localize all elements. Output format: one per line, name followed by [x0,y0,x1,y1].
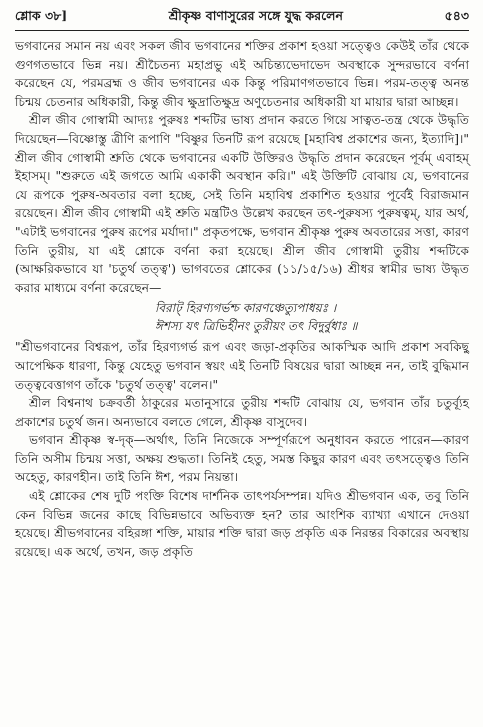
verse-reference: শ্লোক ৩৮] [15,8,68,23]
page-header [15,8,469,28]
header-divider [15,30,469,31]
page-body [15,37,469,561]
paragraph: এই শ্লোকের শেষ দুটি পংক্তি বিশেষ দার্শনিক তাৎপর্যসম্পন্ন। যদিও শ্রীভগবান এক, তবু তিনি কেন বিভিন্ন জনের কাছে বিভিন্নভাবে অভিব্যক্ত হন? তার আংশিক ব্যাখ্যা এখানে দেওয়া হয়েছে। শ্রীভগবানের বহিরঙ্গা শক্তি, মায়ার শক্তি দ্বারা জড় প্রকৃতি এক নিরন্তর বিকারের অবস্থায় রয়েছে। এক অর্থে, তখন, জড় প্রকৃতি [15,489,469,559]
paragraph: ভগবান শ্রীকৃষ্ণ স্ব-দৃক্—অর্থাৎ, তিনি নিজেকে সম্পূর্ণরূপে অনুধাবন করতে পারেন—কারণ তিনি অসীম চিন্ময় সত্তা, অক্ষয় শুদ্ধতা। তিনিই হেতু, সমস্ত কিছুর কারণ এবং তৎসত্ত্বেও তিনি অহেতু, কারণহীন। তাই তিনি ঈশ, পরম নিয়ন্তা। [15,433,469,485]
verse-line: ঈশস্য যৎ ত্রিভির্হীনং তুরীয়ং তৎ বিদুর্বুধাঃ ॥ [155,319,358,334]
paragraph: শ্রীল বিশ্বনাথ চক্রবর্তী ঠাকুরের মতানুসারে তুরীয় শব্দটি বোঝায় যে, ভগবান তাঁর চতুর্ব্যূহ প্রকাশের চতুর্থ জন। অন্যভাবে বলতে গেলে, শ্রীকৃষ্ণ বাসুদেব। [15,396,469,429]
chapter-title: শ্রীকৃষ্ণ বাণাসুরের সঙ্গে যুদ্ধ করলেন [168,8,343,23]
paragraph: "শ্রীভগবানের বিশ্বরূপ, তাঁর হিরণ্যগর্ভ রূপ এবং জড়া-প্রকৃতির আকস্মিক আদি প্রকাশ সবকিছু আপেক্ষিক ধারণা, কিন্তু যেহেতু ভগবান স্বয়ং এই তিনটি বিষয়ের দ্বারা আচ্ছন্ন নন, তাই বুদ্ধিমান তত্ত্ববেত্তাগণ তাঁকে 'চতুর্থ তত্ত্ব' বলেন।" [15,340,469,392]
page-number: ৫৪৩ [444,8,469,23]
paragraph: শ্রীল জীব গোস্বামী আদ্যঃ পুরুষঃ শব্দটির ভাষ্য প্রদান করতে গিয়ে সাত্বত-তন্ত্র থেকে উদ্ধৃতি দিয়েছেন—বিষ্ণোস্তু ত্রীণি রূপাণি "বিষ্ণুর তিনটি রূপ রয়েছে [মহাবিশ্ব প্রকাশের জন্য, ইত্যাদি]।" শ্রীল জীব গোস্বামী শ্রুতি থেকে ভগবানের একটি উক্তিরও উদ্ধৃতি প্রদান করেছেন পূর্বম্ এবাহম্ ইহাসম্। "শুরুতে এই জগতে আমি একাকী অবস্থান করি।" এই উক্তিটি বোঝায় যে, ভগবানের যে রূপকে পুরুষ-অবতার বলা হচ্ছে, সেই তিনি মহাবিশ্ব প্রকাশিত হওয়ার পূর্বেই বিরাজমান রয়েছেন। শ্রীল জীব গোস্বামী এই শ্রুতি মন্ত্রটিও উল্লেখ করছেন তৎ-পুরুষস্য পুরুষত্বম্, যার অর্থ, "এটাই ভগবানের পুরুষ রূপের মর্যাদা।" প্রকৃতপক্ষে, ভগবান শ্রীকৃষ্ণ পুরুষ অবতারের সত্তা, কারণ তিনি তুরীয়, যা এই শ্লোকে বর্ণনা করা হয়েছে। শ্রীল জীব গোস্বামী তুরীয় শব্দটিকে (আক্ষরিকভাবে যা 'চতুর্থ তত্ত্ব') ভাগবতের শ্লোকের (১১/১৫/১৬) শ্রীধর স্বামীর ভাষ্য উদ্ধৃত করার মাধ্যমে বর্ণনা করেছেন— [15,113,469,295]
paragraph: ভগবানের সমান নয় এবং সকল জীব ভগবানের শক্তির প্রকাশ হওয়া সত্ত্বেও কেউই তাঁর থেকে গুণগতভাবে ভিন্ন নয়। শ্রীচৈতন্য মহাপ্রভু এই অচিন্ত্যভেদাভেদ অবস্থাকে সুন্দরভাবে বর্ণনা করেছেন যে, পরমব্রহ্ম ও জীব ভগবানের এক কিন্তু পরিমাণগতভাবে ভিন্ন। পরম-তত্ত্ব অনন্ত চিন্ময় চেতনার অধিকারী, কিন্তু জীব ক্ষুদ্রাতিক্ষুদ্র অণুচেতনার অধিকারী যা মায়ার দ্বারা আচ্ছন্ন। [15,39,469,109]
sanskrit-verse [15,299,469,335]
verse-line: বিরাট্ হিরণ্যগর্ভশ্চ কারণঞ্চেত্যুপাধয়ঃ । [155,301,337,316]
